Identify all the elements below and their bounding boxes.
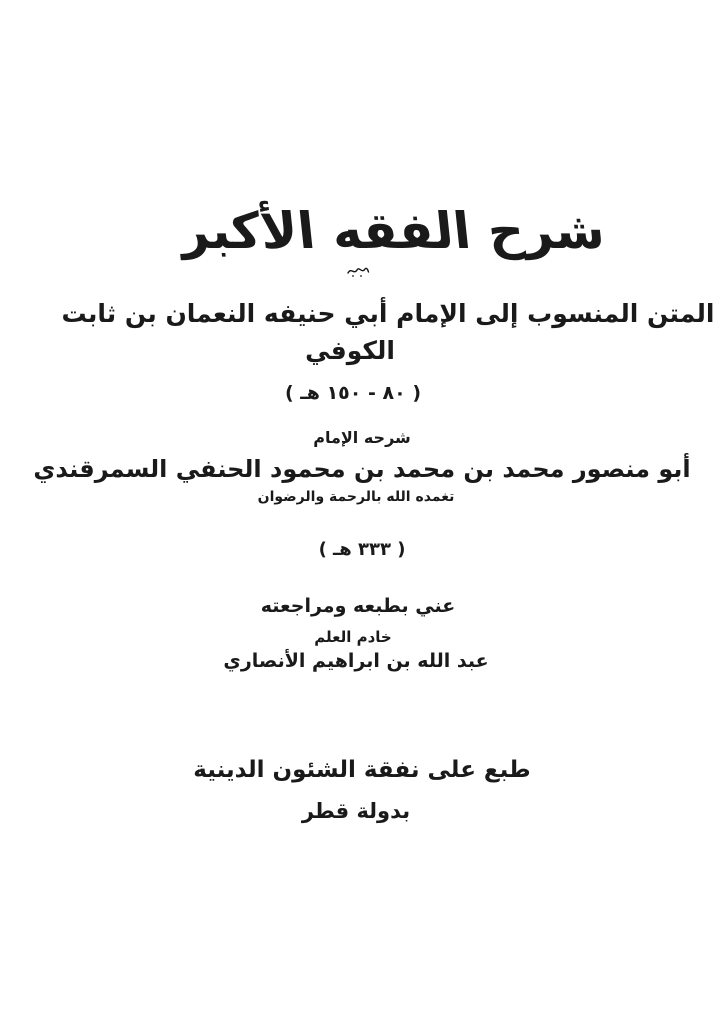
commentator-blessing: تغمده الله بالرحمة والرضوان: [257, 489, 455, 505]
author-hijri-dates: ( ٨٠ - ١٥٠ هـ ): [284, 382, 422, 404]
imprint-line-1: طبع على نفقة الشئون الدينية: [193, 757, 531, 783]
calligraphy-flourish-icon: [346, 263, 370, 277]
attribution-line-2: الكوفي: [305, 336, 395, 365]
commentator-name: أبو منصور محمد بن محمد بن محمود الحنفي السمرقندي: [33, 455, 691, 483]
editor-intro: عني بطبعه ومراجعته: [260, 595, 456, 617]
commentator-heading: شرحه الإمام: [313, 428, 411, 447]
editor-epithet: خادم العلم: [314, 628, 392, 646]
commentator-death-date: ( ٣٣٣ هـ ): [318, 539, 406, 560]
imprint-line-2: بدولة قطر: [301, 799, 411, 823]
book-title: شرح الفقه الأكبر: [176, 202, 608, 260]
attribution-line-1: المتن المنسوب إلى الإمام أبي حنيفه النعمان بن ثابت: [61, 299, 715, 328]
editor-name: عبد الله بن ابراهيم الأنصاري: [223, 650, 489, 672]
